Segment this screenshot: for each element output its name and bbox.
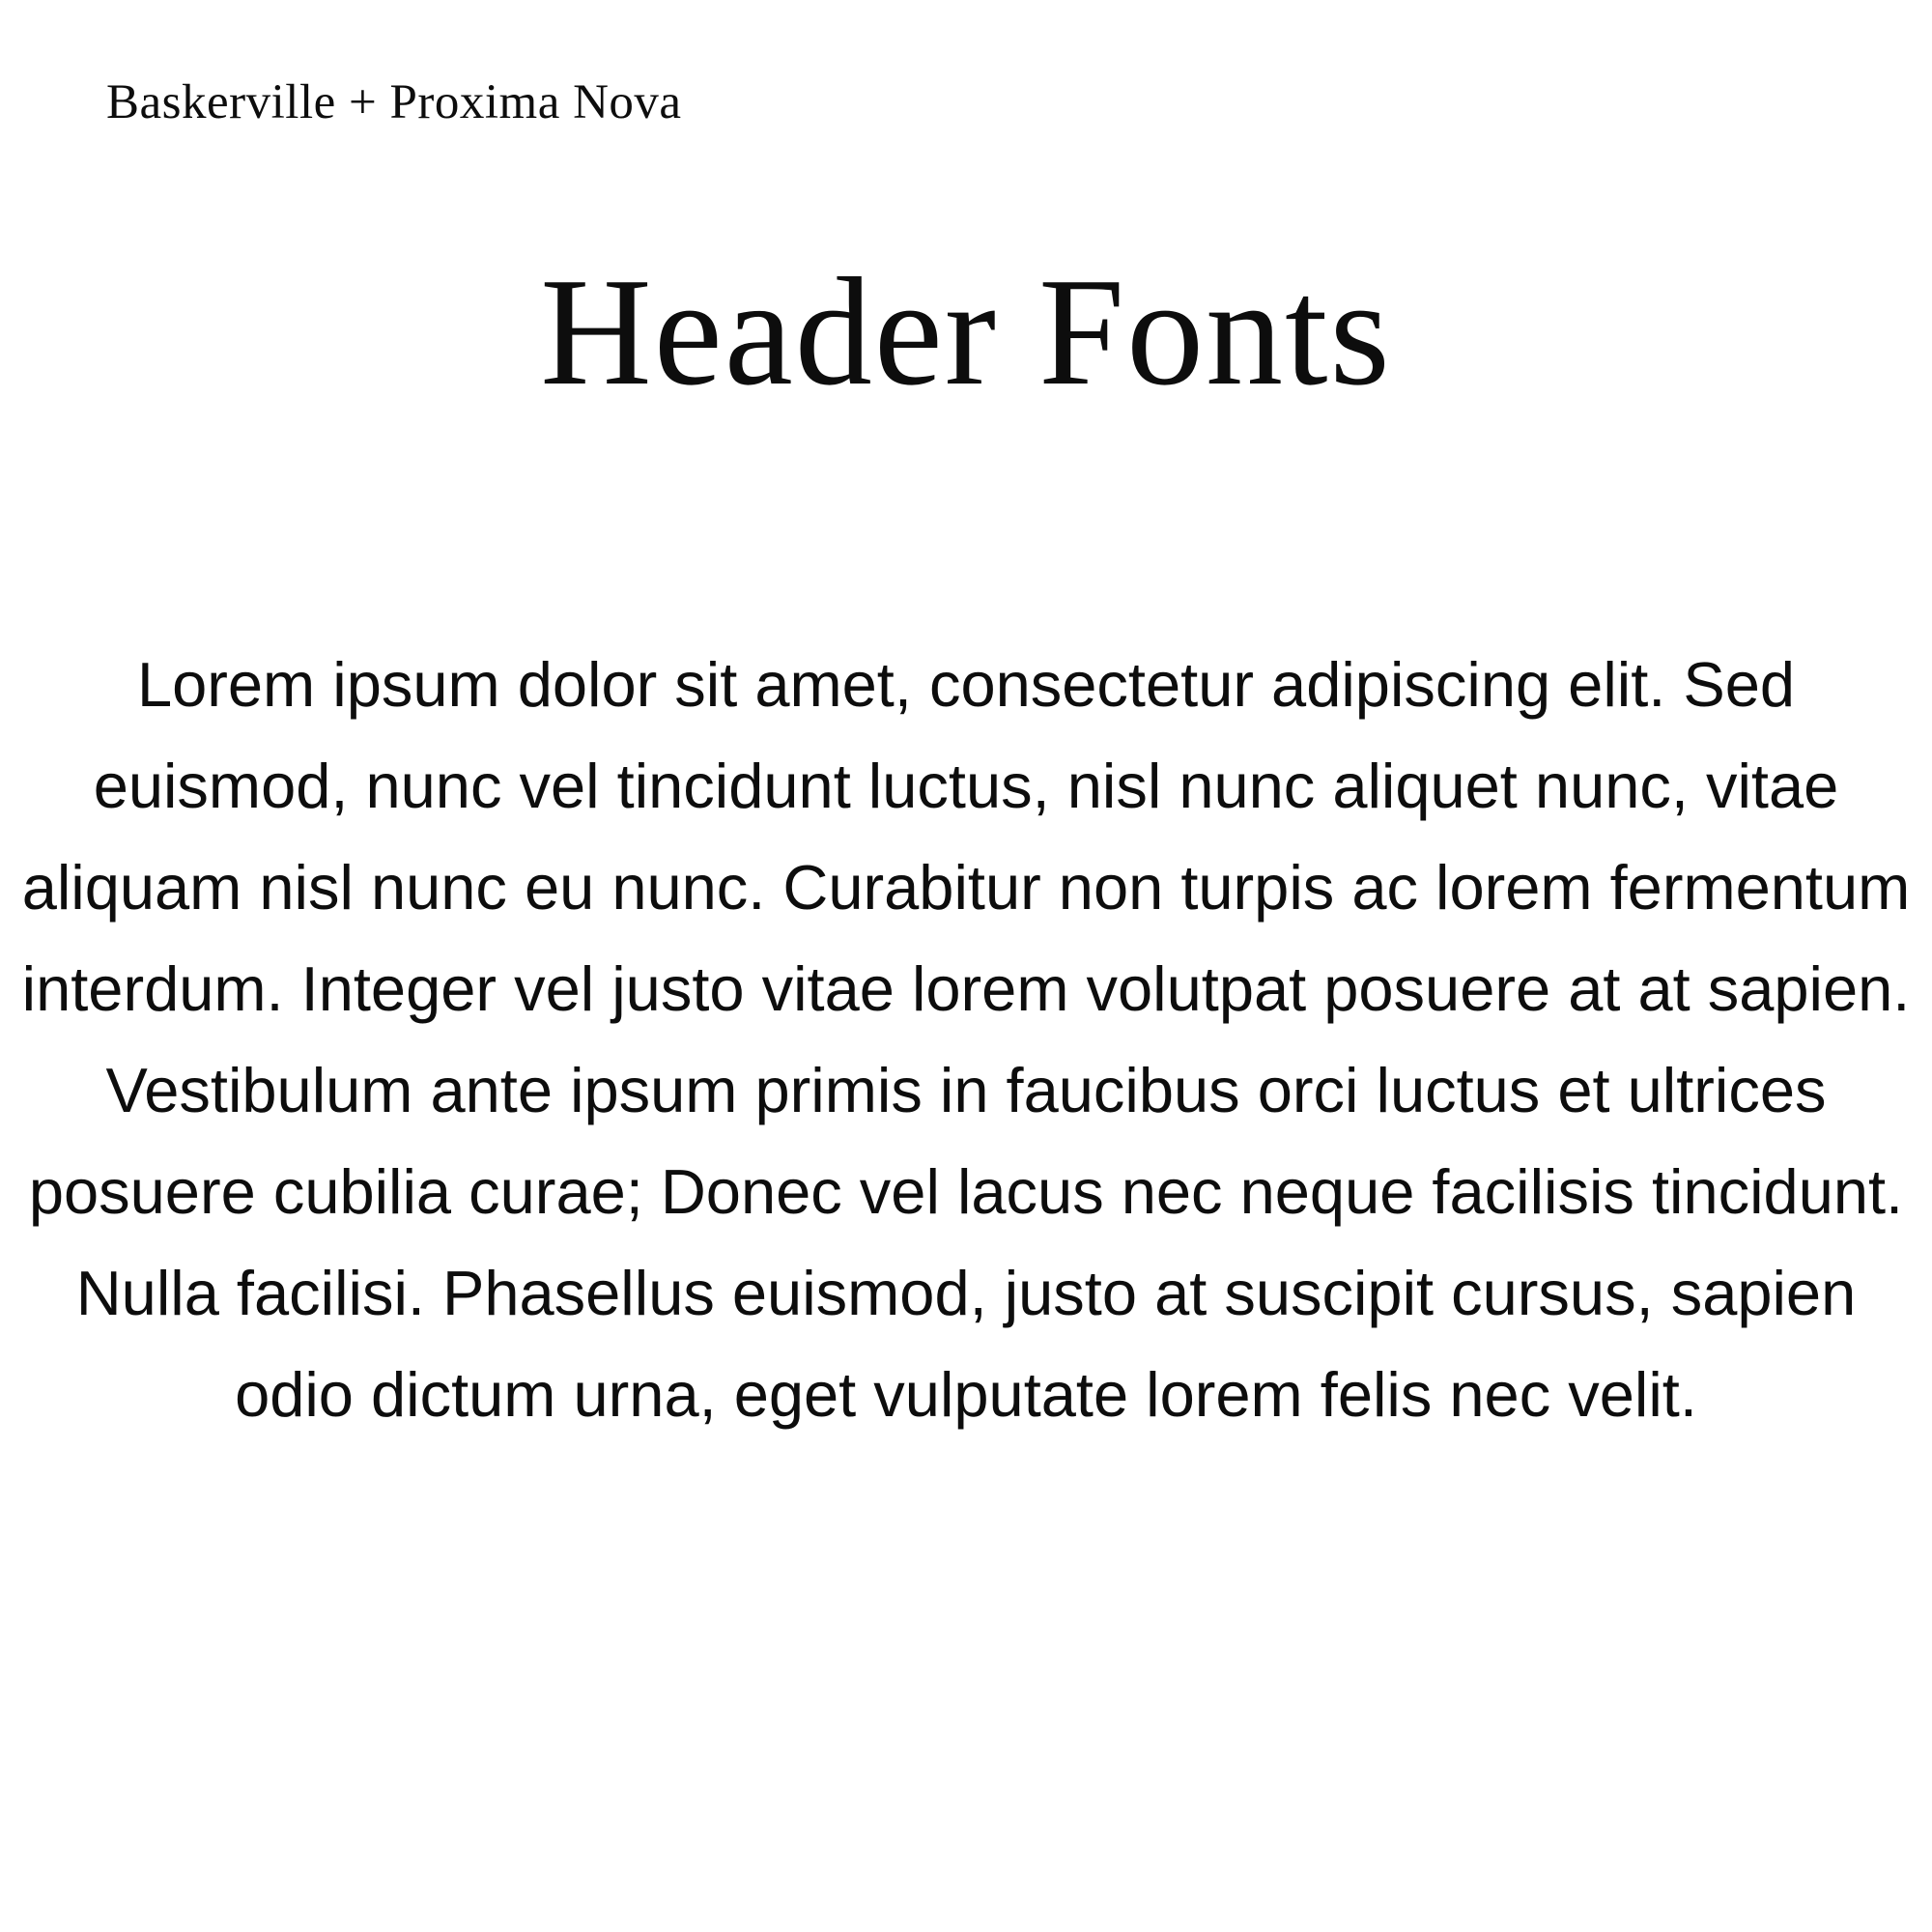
paragraph-1: Lorem ipsum dolor sit amet, consectetur adipiscing elit. Sed euismod, nunc vel tincidunt luctus, nisl nunc aliquet nunc, vitae aliquam nisl nunc eu nunc. Curabitur non turpis ac lorem fermentum interdum. Integer vel justo vitae lorem volutpat posuere at at sapien. xyxy=(21,649,1911,1024)
paragraph-2: Vestibulum ante ipsum primis in faucibus orci luctus et ultrices posuere cubilia curae; Donec vel lacus nec neque facilisis tincidunt. Nulla facilisi. Phasellus euismod, justo at suscipit cursus, sapien odio dictum urna, eget vulputate lorem felis nec velit. xyxy=(28,1055,1904,1430)
font-pair-caption: Baskerville + Proxima Nova xyxy=(106,75,682,129)
body-text xyxy=(19,634,1913,1445)
page-title: Header Fonts xyxy=(540,245,1392,417)
